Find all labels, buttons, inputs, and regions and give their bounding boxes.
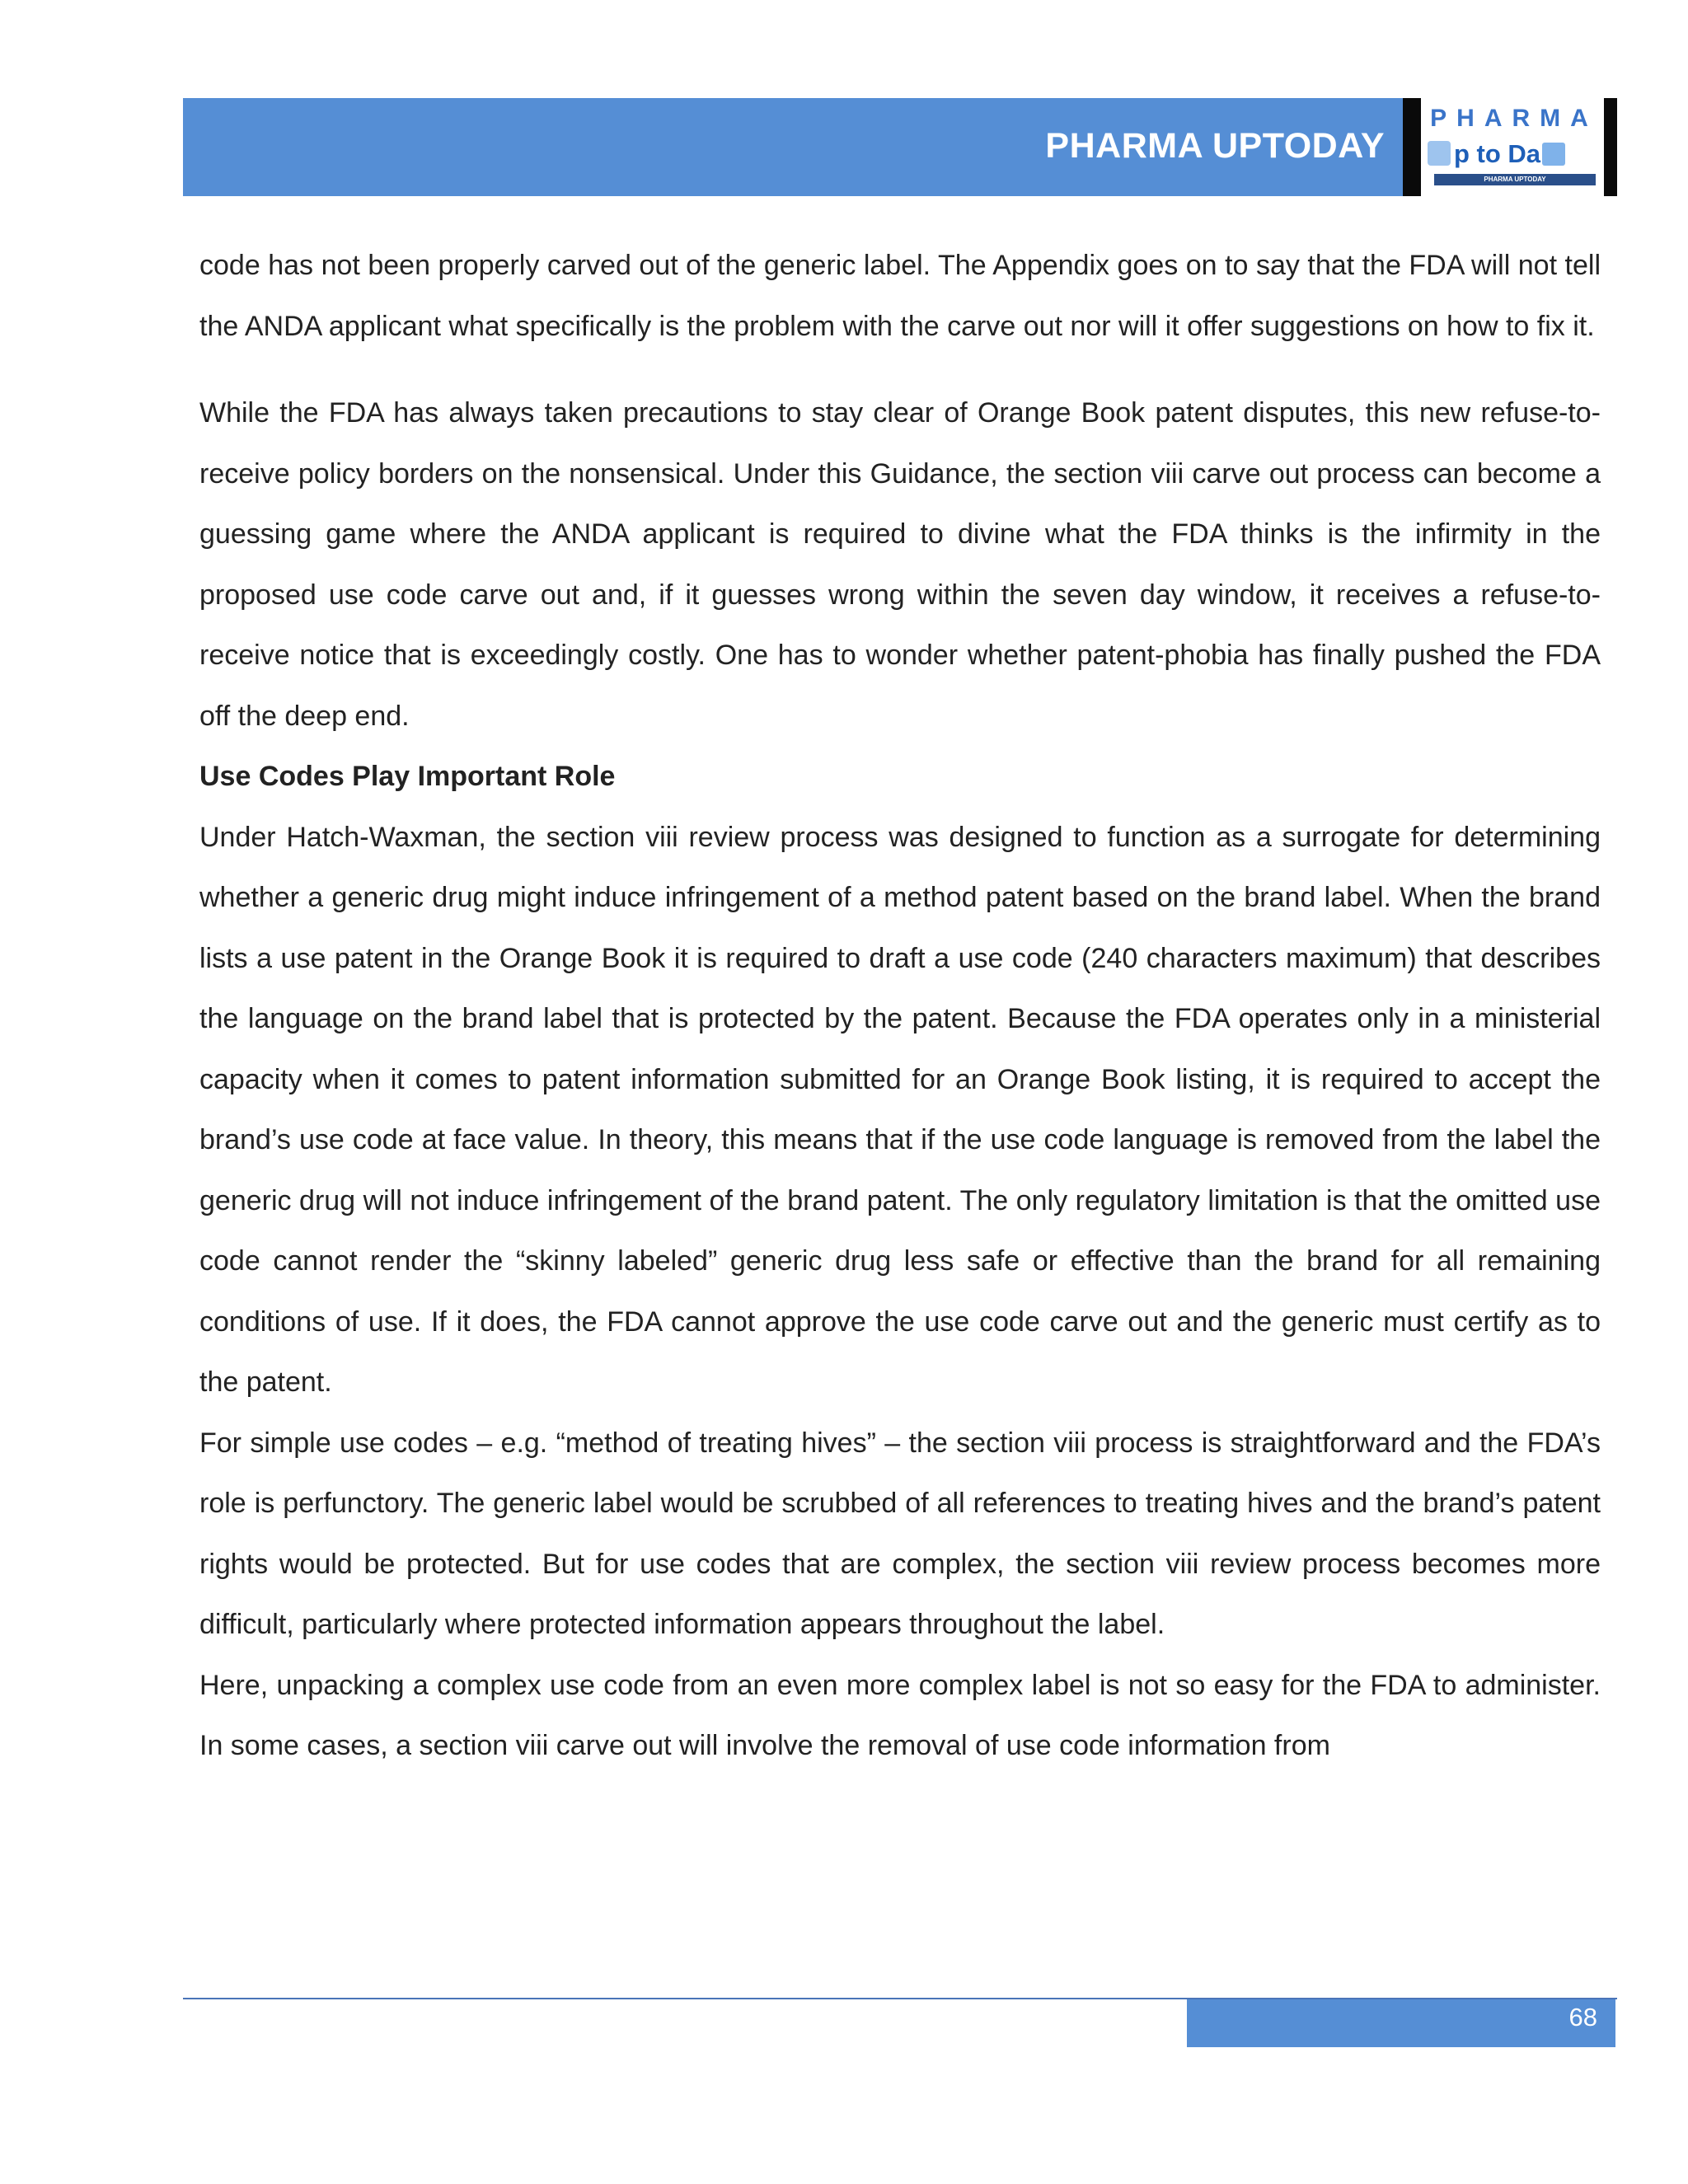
paragraph: Under Hatch-Waxman, the section viii review process was designed to function as a surrogate for determining whether a generic drug might induce infringement of a method patent based on the brand label. When the brand lists a use patent in the Orange Book it is required to draft a use code (240 characters maximum) that describes the language on the brand label that is protected by the patent. Because the FDA operates only in a ministerial capacity when it comes to patent information submitted for an Orange Book listing, it is required to accept the brand’s use code at face value. In theory, this means that if the use code language is removed from the label the generic drug will not induce infringement of the brand patent. The only regulatory limitation is that the omitted use code cannot render the “skinny labeled” generic drug less safe or effective than the brand for all remaining conditions of use. If it does, the FDA cannot approve the use code carve out and the generic must certify as to the patent. <box>199 821 1601 1398</box>
paragraph: For simple use codes – e.g. “method of treating hives” – the section viii process is straightforward and the FDA’s role is perfunctory. The generic label would be scrubbed of all references to treating hives and the brand’s patent rights would be protected. But for use codes that are complex, the section viii review process becomes more difficult, particularly where protected information appears throughout the label. <box>199 1427 1601 1640</box>
paragraph: While the FDA has always taken precautions to stay clear of Orange Book patent disputes, this new refuse-to-receive policy borders on the nonsensical. Under this Guidance, the section viii carve out process can become a guessing game where the ANDA applicant is required to divine what the FDA thinks is the infirmity in the proposed use code carve out and, if it guesses wrong within the seven day window, it receives a refuse-to-receive notice that is exceedingly costly. One has to wonder whether patent-phobia has finally pushed the FDA off the deep end. <box>199 397 1601 732</box>
pen-icon <box>1428 141 1451 166</box>
logo-wordmark-top: PHARMA <box>1430 105 1598 132</box>
pharma-logo <box>1403 98 1617 196</box>
section-heading: Use Codes Play Important Role <box>199 761 616 792</box>
footer-box <box>1187 1999 1615 2047</box>
article-body <box>199 236 1601 1777</box>
logo-wordmark-bottom-text: p to Da <box>1454 139 1541 168</box>
calendar-icon <box>1542 143 1565 166</box>
header-title: PHARMA UPTODAY <box>1045 126 1385 166</box>
page-number: 68 <box>1568 2003 1597 2032</box>
logo-strip: PHARMA UPTODAY <box>1434 174 1596 185</box>
paragraph: code has not been properly carved out of the generic label. The Appendix goes on to say that the FDA will not tell the ANDA applicant what specifically is the problem with the carve out nor will it offer suggestions on how to fix it. <box>199 250 1601 342</box>
header-band <box>183 98 1403 196</box>
logo-wordmark-bottom <box>1428 139 1601 169</box>
logo-left-bar <box>1403 98 1421 196</box>
logo-right-bar <box>1604 98 1617 196</box>
paragraph: Here, unpacking a complex use code from an even more complex label is not so easy for the FDA to administer. In some cases, a section viii carve out will involve the removal of use code information from <box>199 1669 1601 1761</box>
